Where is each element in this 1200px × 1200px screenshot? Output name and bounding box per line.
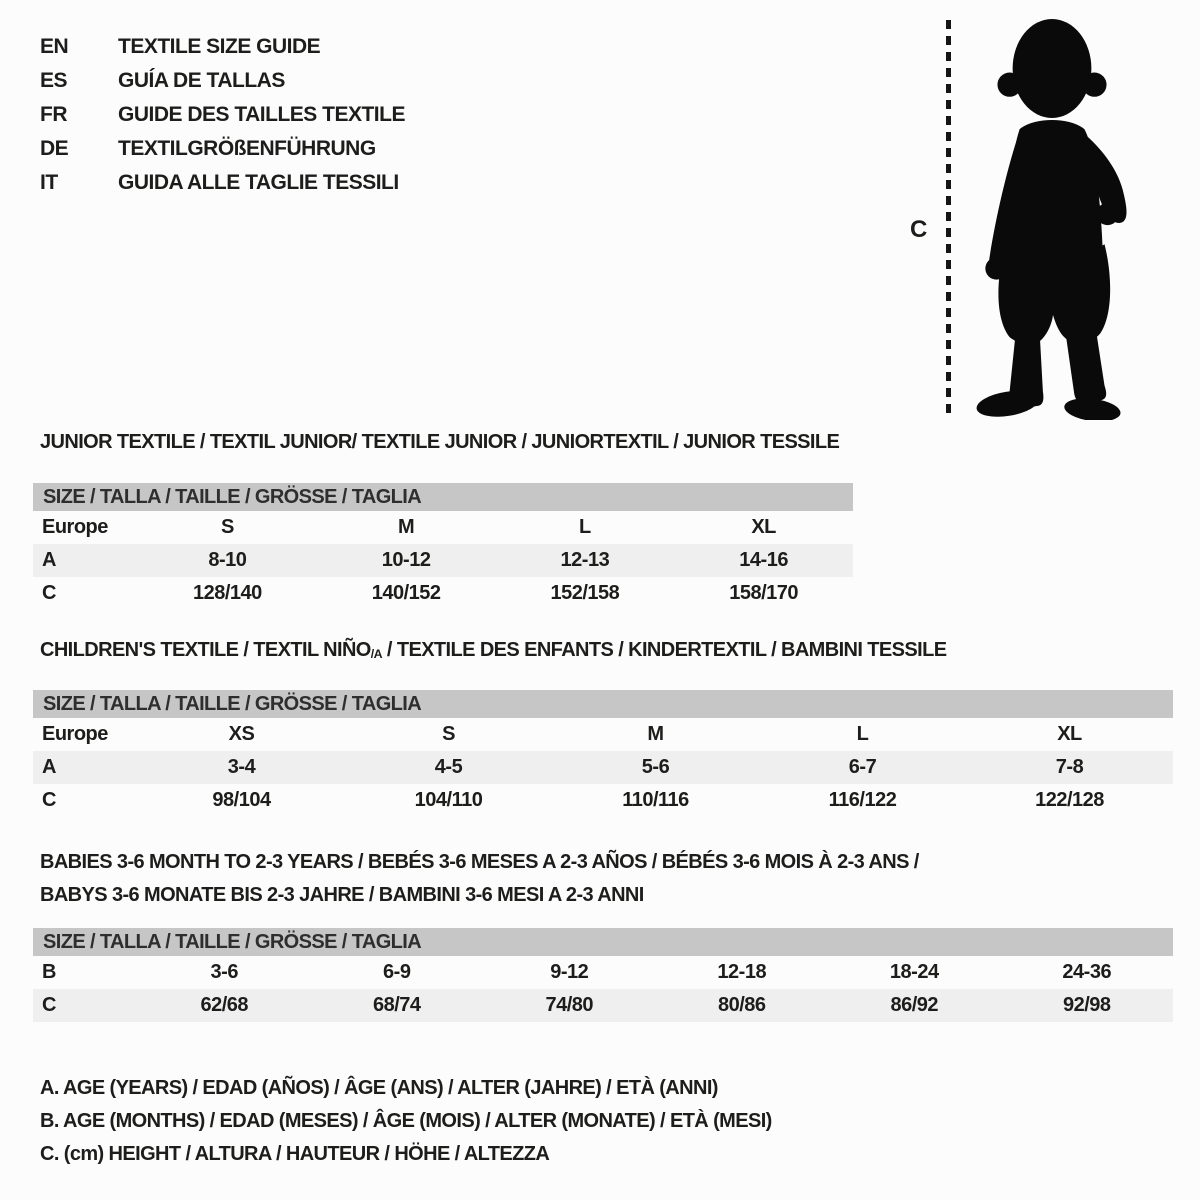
guide-title: TEXTILE SIZE GUIDE (118, 35, 321, 58)
language-row (40, 64, 405, 98)
guide-title: TEXTILGRÖßENFÜHRUNG (118, 137, 376, 160)
age-cell: 3-4 (227, 756, 256, 778)
row-label: Europe (42, 516, 108, 538)
legend-line-c: C. (cm) HEIGHT / ALTURA / HAUTEUR / HÖHE / ALTEZZA (40, 1143, 550, 1165)
height-cell: 152/158 (550, 582, 620, 604)
language-row (40, 166, 405, 200)
height-cell: 92/98 (1062, 994, 1111, 1016)
height-cell: 158/170 (729, 582, 799, 604)
children-section-title (40, 638, 946, 664)
table-row (33, 718, 1173, 751)
row-label: C (42, 994, 56, 1016)
age-cell: 18-24 (889, 961, 939, 983)
age-cell: 9-12 (550, 961, 589, 983)
age-cell: 7-8 (1055, 756, 1084, 778)
toddler-silhouette-icon (963, 16, 1140, 420)
age-cell: 10-12 (381, 549, 431, 571)
row-label: A (42, 549, 56, 571)
size-header-bar: SIZE / TALLA / TAILLE / GRÖSSE / TAGLIA (33, 690, 1173, 718)
age-cell: 4-5 (434, 756, 463, 778)
junior-section-title: JUNIOR TEXTILE / TEXTIL JUNIOR/ TEXTILE JUNIOR / JUNIORTEXTIL / JUNIOR TESSILE (40, 431, 840, 453)
children-title-pre: CHILDREN'S TEXTILE / TEXTIL NIÑO (40, 639, 371, 661)
language-row (40, 30, 405, 64)
table-row (33, 751, 1173, 784)
height-cell: 74/80 (545, 994, 594, 1016)
size-cell: XL (1057, 723, 1082, 745)
height-cell: 62/68 (200, 994, 249, 1016)
language-row (40, 132, 405, 166)
table-row (33, 577, 853, 610)
row-label: A (42, 756, 56, 778)
age-cell: 5-6 (641, 756, 670, 778)
size-cell: S (220, 516, 234, 538)
height-cell: 98/104 (212, 789, 271, 811)
size-cell: M (647, 723, 664, 745)
size-cell: M (398, 516, 415, 538)
age-cell: 14-16 (739, 549, 788, 571)
legend-line-b: B. AGE (MONTHS) / EDAD (MESES) / ÂGE (MOIS) / ALTER (MONATE) / ETÀ (MESI) (40, 1110, 772, 1132)
age-cell: 6-9 (383, 961, 411, 983)
age-cell: 12-13 (560, 549, 610, 571)
table-row (33, 544, 853, 577)
size-cell: L (856, 723, 869, 745)
babies-section-title (40, 846, 919, 912)
size-cell: S (442, 723, 455, 745)
height-cell: 80/86 (717, 994, 766, 1016)
language-title-list (40, 30, 405, 200)
junior-size-table (33, 483, 853, 610)
height-measure-line (946, 20, 951, 416)
babies-size-table (33, 928, 1173, 1022)
language-code: ES (40, 69, 68, 92)
height-cell: 110/116 (622, 789, 689, 811)
height-cell: 68/74 (372, 994, 421, 1016)
height-cell: 116/122 (828, 789, 897, 811)
size-cell: L (579, 516, 591, 538)
row-label: C (42, 582, 56, 604)
babies-title-line1: BABIES 3-6 MONTH TO 2-3 YEARS / BEBÉS 3-6 MESES A 2-3 AÑOS / BÉBÉS 3-6 MOIS À 2-3 ANS / (40, 851, 919, 873)
guide-title: GUIDE DES TAILLES TEXTILE (118, 103, 405, 126)
size-cell: XL (751, 516, 776, 538)
row-label: Europe (42, 723, 108, 745)
table-row (33, 956, 1173, 989)
age-cell: 6-7 (848, 756, 877, 778)
age-cell: 8-10 (208, 549, 247, 571)
size-header-bar: SIZE / TALLA / TAILLE / GRÖSSE / TAGLIA (33, 928, 1173, 956)
height-measure-label: C (910, 216, 928, 243)
babies-title-line2: BABYS 3-6 MONATE BIS 2-3 JAHRE / BAMBINI 3-6 MESI A 2-3 ANNI (40, 884, 644, 906)
height-cell: 86/92 (890, 994, 939, 1016)
children-title-post: / TEXTILE DES ENFANTS / KINDERTEXTIL / BAMBINI TESSILE (381, 639, 947, 661)
children-title-sub: /A (370, 647, 382, 662)
legend (40, 1072, 772, 1171)
language-code: IT (40, 171, 58, 194)
table-row (33, 784, 1173, 817)
size-header-bar: SIZE / TALLA / TAILLE / GRÖSSE / TAGLIA (33, 483, 853, 511)
table-row (33, 989, 1173, 1022)
size-cell: XS (228, 723, 255, 745)
row-label: C (42, 789, 56, 811)
row-label: B (42, 961, 56, 983)
age-cell: 24-36 (1062, 961, 1112, 983)
height-cell: 140/152 (371, 582, 441, 604)
height-cell: 104/110 (414, 789, 483, 811)
legend-line-a: A. AGE (YEARS) / EDAD (AÑOS) / ÂGE (ANS) / ALTER (JAHRE) / ETÀ (ANNI) (40, 1077, 718, 1099)
language-row (40, 98, 405, 132)
guide-title: GUÍA DE TALLAS (118, 69, 285, 92)
age-cell: 12-18 (717, 961, 767, 983)
language-code: FR (40, 103, 67, 126)
height-cell: 122/128 (1035, 789, 1104, 811)
language-code: EN (40, 35, 69, 58)
guide-title: GUIDA ALLE TAGLIE TESSILI (118, 171, 399, 194)
language-code: DE (40, 137, 69, 160)
age-cell: 3-6 (210, 961, 238, 983)
height-cell: 128/140 (192, 582, 262, 604)
table-row (33, 511, 853, 544)
children-size-table (33, 690, 1173, 817)
